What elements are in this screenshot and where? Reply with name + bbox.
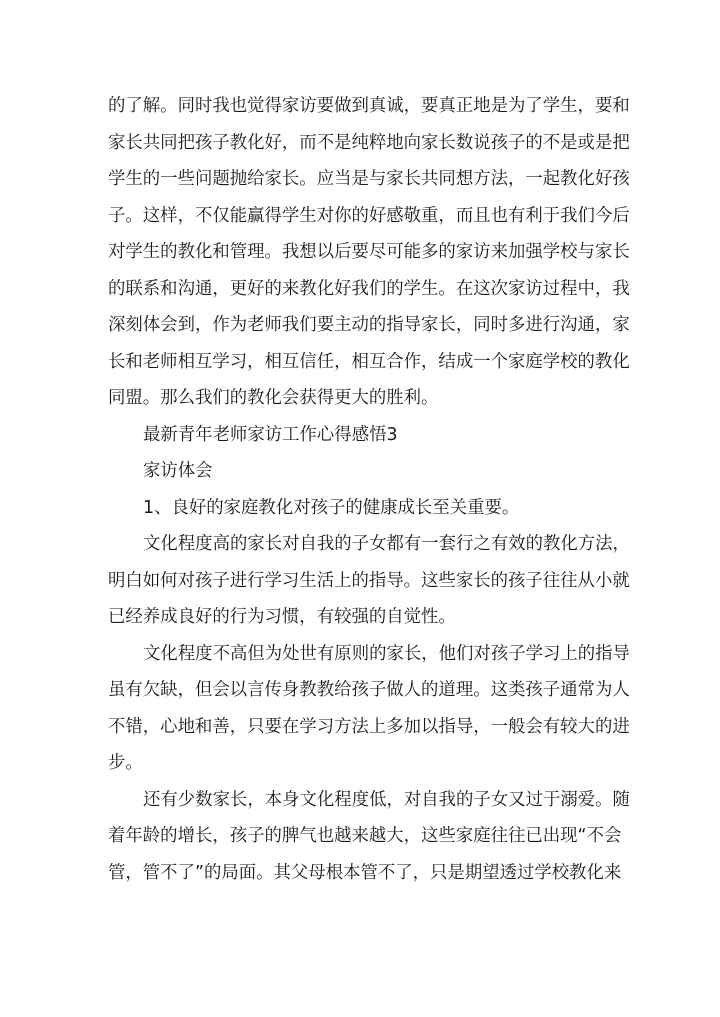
body-line: 明白如何对孩子进行学习生活上的指导。这些家长的孩子往往从小就 bbox=[108, 570, 630, 591]
body-line: 深刻体会到，作为老师我们要主动的指导家长，同时多进行沟通，家 bbox=[108, 315, 630, 335]
body-line: 学生的一些问题抛给家长。应当是与家长共同想方法，一起教化好孩 bbox=[108, 169, 630, 189]
body-line: 着年龄的增长，孩子的脾气也越来越大，这些家庭往往已出现“不会 bbox=[108, 826, 622, 846]
body-line: 文化程度高的家长对自我的子女都有一套行之有效的教化方法， bbox=[143, 534, 630, 554]
body-line: 家长共同把孩子教化好，而不是纯粹地向家长数说孩子的不是或是把 bbox=[108, 132, 630, 153]
body-line: 文化程度不高但为处世有原则的家长，他们对孩子学习上的指导 bbox=[143, 643, 630, 664]
body-line: 对学生的教化和管理。我想以后要尽可能多的家访来加强学校与家长 bbox=[108, 242, 630, 262]
body-line: 虽有欠缺，但会以言传身教教给孩子做人的道理。这类孩子通常为人 bbox=[108, 680, 630, 700]
section-heading: 最新青年老师家访工作心得感悟3 bbox=[143, 424, 398, 445]
body-line: 不错，心地和善，只要在学习方法上多加以指导，一般会有较大的进 bbox=[108, 716, 630, 737]
subsection-heading: 家访体会 bbox=[143, 461, 213, 481]
body-line: 管，管不了”的局面。其父母根本管不了，只是期望透过学校教化来 bbox=[108, 862, 622, 883]
numbered-point: 1、良好的家庭教化对孩子的健康成长至关重要。 bbox=[143, 497, 520, 518]
body-line: 的了解。同时我也觉得家访要做到真诚，要真正地是为了学生，要和 bbox=[108, 96, 630, 116]
body-line: 子。这样，不仅能赢得学生对你的好感敬重，而且也有利于我们今后 bbox=[108, 205, 630, 226]
body-line: 还有少数家长，本身文化程度低，对自我的子女又过于溺爱。随 bbox=[143, 789, 630, 810]
document-body bbox=[108, 88, 630, 891]
body-line: 长和老师相互学习，相互信任，相互合作，结成一个家庭学校的教化 bbox=[108, 351, 630, 372]
body-line: 步。 bbox=[108, 753, 143, 773]
body-line: 同盟。那么我们的教化会获得更大的胜利。 bbox=[108, 388, 439, 408]
body-line: 的联系和沟通，更好的来教化好我们的学生。在这次家访过程中，我 bbox=[108, 278, 630, 299]
body-line: 已经养成良好的行为习惯，有较强的自觉性。 bbox=[108, 607, 456, 627]
